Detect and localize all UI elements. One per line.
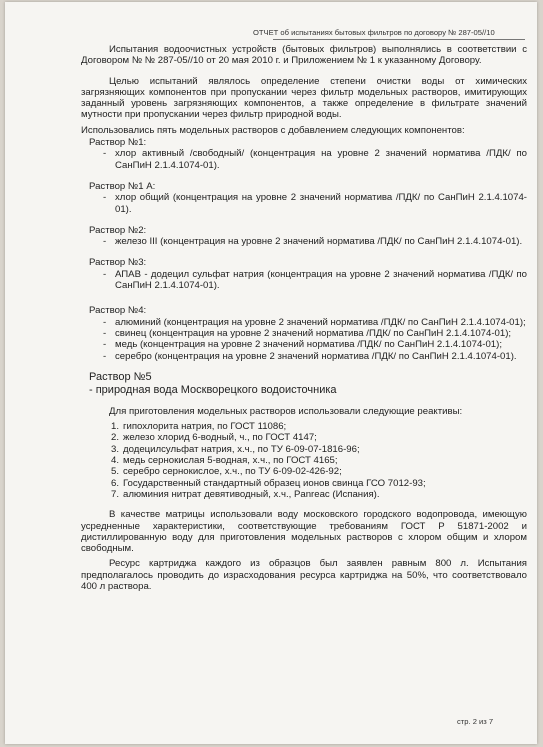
reagent-item — [81, 455, 527, 466]
header-rule — [273, 39, 525, 40]
reagent-text: додецилсульфат натрия, х.ч., по ТУ 6-09-07-1816-96; — [123, 443, 360, 455]
solution-component — [81, 351, 527, 362]
page-header: ОТЧЕТ об испытаниях бытовых фильтров по договору № 287-05//10 — [253, 28, 495, 37]
intro-paragraph-2: Целью испытаний являлось определение степени очистки воды от химических загрязняющих компонентов при пропускании через фильтр модельных растворов, имитирующих заданный уровень загрязняющих компонентов, а также определение в фильтрате значений мутности при пропускании через фильтр природной воды. — [81, 75, 527, 121]
reagent-item — [81, 432, 527, 443]
solution-component — [81, 236, 527, 247]
solution-component-text: железо III (концентрация на уровне 2 значений норматива /ПДК/ по СанПиН 2.1.4.1074-01). — [115, 236, 523, 248]
reagent-text: железо хлорид 6-водный, ч., по ГОСТ 4147; — [123, 432, 317, 444]
solution-5-title: Раствор №5 — [89, 370, 152, 383]
page-number: стр. 2 из 7 — [457, 717, 494, 726]
solution-component — [81, 148, 527, 171]
solution-component — [81, 339, 527, 350]
reagent-text: серебро сернокислое, х.ч., по ТУ 6-09-02-426-92; — [123, 466, 342, 478]
document-page — [5, 2, 537, 744]
solution-component-text: медь (концентрация на уровне 2 значений норматива /ПДК/ по СанПиН 2.1.4.1074-01); — [115, 339, 503, 351]
solution-component-text: хлор активный /свободный/ (концентрация на уровне 2 значений норматива /ПДК/ по СанПиН 2.1.4.1074-01). — [115, 148, 527, 171]
reagent-text: Государственный стандартный образец ионов свинца ГСО 7012-93; — [123, 477, 426, 489]
dash-bullet: - — [103, 236, 107, 248]
intro-paragraph-1: Испытания водоочистных устройств (бытовых фильтров) выполнялись в соответствии с Договором № № 287-05//10 от 20 мая 2010 г. и Приложением № 1 к указанному Договору. — [81, 44, 527, 67]
document-body — [81, 44, 527, 592]
reagents-list — [81, 421, 527, 500]
reagent-text: алюминия нитрат девятиводный, х.ч., Panreac (Испания). — [123, 488, 380, 500]
dash-bullet: - — [103, 316, 107, 328]
closing-paragraph-2: Ресурс картриджа каждого из образцов был заявлен равным 800 л. Испытания предполагалось проводить до израсходования ресурса картриджа на 50%, что соответствовало 400 л раствора. — [81, 558, 527, 592]
reagents-intro: Для приготовления модельных растворов использовали следующие реактивы: — [109, 405, 463, 417]
solution-component-text: свинец (концентрация на уровне 2 значений норматива /ПДК/ по СанПиН 2.1.4.1074-01); — [115, 327, 512, 339]
reagent-item — [81, 421, 527, 432]
dash-bullet: - — [103, 339, 107, 351]
reagent-number: 7. — [111, 488, 120, 500]
reagent-item — [81, 478, 527, 489]
solution-title: Раствор №3: — [89, 257, 147, 269]
solution-component — [81, 317, 527, 328]
solution-component — [81, 192, 527, 215]
dash-bullet: - — [103, 350, 107, 362]
reagent-text: гипохлорита натрия, по ГОСТ 11086; — [123, 421, 287, 433]
closing-paragraph-1: В качестве матрицы использовали воду московского городского водопровода, имеющую усредненные характеристики, соответствующие требованиям ГОСТ Р 51871-2002 и дистиллированную воду для приготовления модельных растворов с хлором общим и хлором свободным. — [81, 509, 527, 555]
reagent-number: 5. — [111, 466, 120, 478]
dash-bullet: - — [103, 327, 107, 339]
solutions-list — [81, 137, 527, 362]
solution-component — [81, 328, 527, 339]
solution-component-text: серебро (концентрация на уровне 2 значений норматива /ПДК/ по СанПиН 2.1.4.1074-01). — [115, 350, 517, 362]
dash-bullet: - — [103, 268, 107, 280]
reagent-number: 2. — [111, 432, 120, 444]
reagent-text: медь сернокислая 5-водная, х.ч., по ГОСТ 4165; — [123, 455, 338, 467]
solution-title: Раствор №4: — [89, 305, 147, 317]
reagent-number: 6. — [111, 477, 120, 489]
solution-component-text: хлор общий (концентрация на уровне 2 значений норматива /ПДК/ по СанПиН 2.1.4.1074-01). — [115, 192, 527, 215]
reagent-number: 3. — [111, 443, 120, 455]
reagent-item — [81, 444, 527, 455]
reagent-item — [81, 466, 527, 477]
solution-component — [81, 269, 527, 292]
solution-component-text: АПАВ - додецил сульфат натрия (концентрация на уровне 2 значений норматива /ПДК/ по СанПиН 2.1.4.1074-01). — [115, 268, 527, 292]
reagent-number: 4. — [111, 455, 120, 467]
solution-component-text: алюминий (концентрация на уровне 2 значений норматива /ПДК/ по СанПиН 2.1.4.1074-01); — [115, 316, 526, 328]
reagent-number: 1. — [111, 421, 120, 433]
dash-bullet: - — [103, 148, 107, 160]
solution-title: Раствор №2: — [89, 224, 147, 236]
intro-paragraph-3: Использовались пять модельных растворов с добавлением следующих компонентов: — [81, 124, 465, 136]
solution-title: Раствор №1: — [89, 137, 147, 149]
reagent-item — [81, 489, 527, 500]
solution-5-text: - природная вода Москворецкого водоисточника — [89, 383, 337, 396]
solution-title: Раствор №1 А: — [89, 180, 156, 192]
dash-bullet: - — [103, 192, 107, 204]
